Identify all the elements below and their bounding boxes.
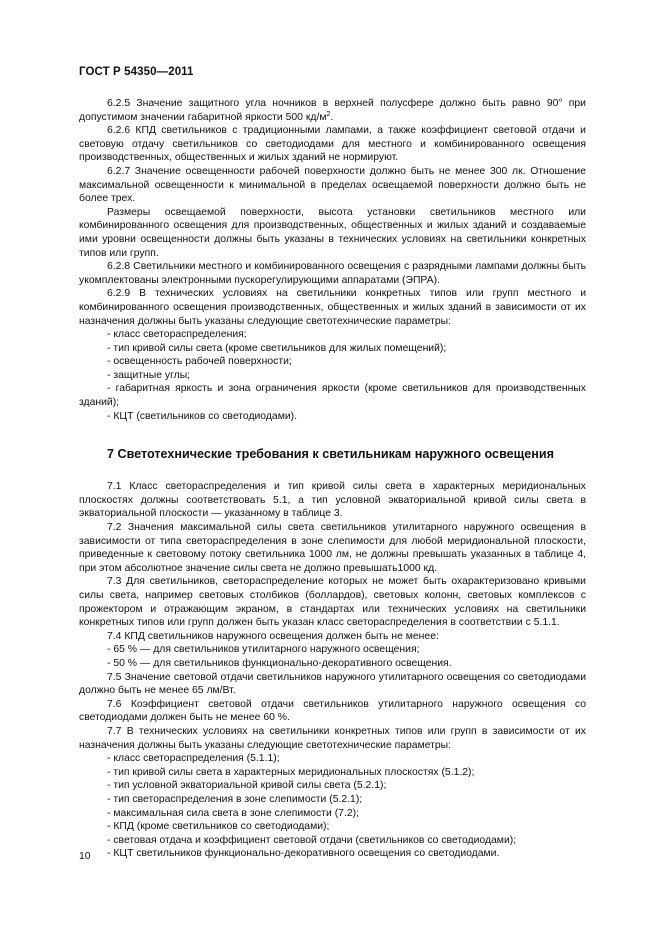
paragraph-7-7: 7.7 В технических условиях на светильники конкретных типов или групп в зависимости от их назначения должны быть указаны следующие светотехнические параметры:: [79, 725, 586, 751]
page-body: [79, 97, 586, 861]
list-item-7-4: - 50 % — для светильников функционально-декоративного освещения.: [107, 657, 452, 669]
list-item-7-7: - класс светораспределения (5.1.1);: [107, 753, 280, 765]
document-header-code: ГОСТ Р 54350—2011: [79, 66, 194, 78]
paragraph-6-2-6: 6.2.6 КПД светильников с традиционными лампами, а также коэффициент световой отдачи и световую отдачу светильников со светодиодами для местного и комбинированного освещения производственных, общественных и жилых зданий не нормируют.: [79, 125, 586, 164]
paragraph-7-1: 7.1 Класс светораспределения и тип кривой силы света в характерных меридиональных плоскостях должны соответствовать 5.1, а тип условной экваториальной кривой силы света в экваториальной плоскости — указанному в таблице 3.: [79, 481, 586, 520]
list-item-7-7: - максимальная сила света в зоне слепимости (7.2);: [107, 807, 359, 819]
paragraph-6-2-9: 6.2.9 В технических условиях на светильники конкретных типов или групп местного и комбинированного освещения производственных, общественных и жилых зданий в зависимости от их назначения должны быть указаны следующие светотехнические параметры:: [79, 288, 586, 327]
list-item-6-2-9: - класс светораспределения;: [107, 329, 247, 341]
paragraph-7-4: 7.4 КПД светильников наружного освещения должен быть не менее:: [107, 630, 439, 642]
list-item-6-2-9: - защитные углы;: [107, 369, 191, 381]
list-item-7-7: - КЦТ светильников функционально-декоративного освещения со светодиодами.: [107, 848, 500, 860]
list-item-7-7: - тип условной экваториальной кривой силы света (5.2.1);: [107, 780, 387, 792]
list-item-6-2-9: - освещенность рабочей поверхности;: [107, 356, 292, 368]
paragraph-7-2: 7.2 Значения максимальной силы света светильников утилитарного наружного освещения в зависимости от типа светораспределения в зоне слепимости для любой меридиональной плоскости, приведенные к световому потоку светильника 1000 лм, не должны превышать указанных в таблице 4, при этом абсолютное значение силы света не должно превышать1000 кд.: [79, 522, 586, 574]
section-7-heading: 7 Светотехнические требования к светильникам наружного освещения: [107, 447, 554, 462]
paragraph-6-2-7-cont: Размеры освещаемой поверхности, высота установки светильников местного или комбинированного освещения для производственных, общественных и жилых зданий и создаваемые ими уровни освещенности должны быть указаны в технических условиях на светильники конкретных типов или групп.: [79, 206, 586, 259]
list-item-7-7: - тип кривой силы света в характерных меридиональных плоскостях (5.1.2);: [107, 766, 475, 778]
paragraph-7-6: 7.6 Коэффициент световой отдачи светильников утилитарного наружного освещения со светодиодами должен быть не менее 60 %.: [79, 698, 586, 724]
list-item-6-2-9: - КЦТ (светильников со светодиодами).: [107, 410, 297, 422]
list-item-7-7: - КПД (кроме светильников со светодиодами);: [107, 821, 330, 833]
list-item-7-7: - световая отдача и коэффициент световой отдачи (светильников со светодиодами);: [107, 834, 517, 846]
paragraph-6-2-5: [79, 97, 586, 124]
list-item-7-7: - тип светораспределения в зоне слепимости (5.2.1);: [107, 793, 363, 805]
page-number: 10: [79, 851, 91, 862]
paragraph-6-2-7: 6.2.7 Значение освещенности рабочей поверхности должно быть не менее 300 лк. Отношение максимальной освещенности к минимальной в пределах освещаемой поверхности должно быть не более трех.: [79, 165, 586, 205]
paragraph-6-2-8: 6.2.8 Светильники местного и комбинированного освещения с разрядными лампами должны быть укомплектованы электронными пускорегулирующими аппаратами (ЭПРА).: [79, 261, 586, 286]
superscript: 2: [326, 110, 331, 118]
list-item-6-2-9: - габаритная яркость и зона ограничения яркости (кроме светильников для производственных зданий);: [79, 383, 586, 409]
list-item-7-4: - 65 % — для светильников утилитарного наружного освещения;: [107, 644, 420, 656]
paragraph-7-3: 7.3 Для светильников, светораспределение которых не может быть охарактеризовано кривыми силы света, например световых столбиков (боллардов), световых колонн, световых комплексов с прожектором и отражающим экраном, в стандартах или технических условиях на светильники конкретных типов или групп должен быть указан класс светораспределения в соответствии с 5.1.1.: [79, 576, 586, 629]
list-item-6-2-9: - тип кривой силы света (кроме светильников для жилых помещений);: [107, 342, 447, 354]
paragraph-tail: .: [330, 111, 334, 123]
paragraph-text: 6.2.5 Значение защитного угла ночников в верхней полусфере должно быть равно 90° при допустимом значении габаритной яркости 500 кд/м: [79, 98, 586, 123]
paragraph-7-5: 7.5 Значение световой отдачи светильников наружного утилитарного освещения со светодиодами должно быть не менее 65 лм/Вт.: [79, 671, 586, 697]
